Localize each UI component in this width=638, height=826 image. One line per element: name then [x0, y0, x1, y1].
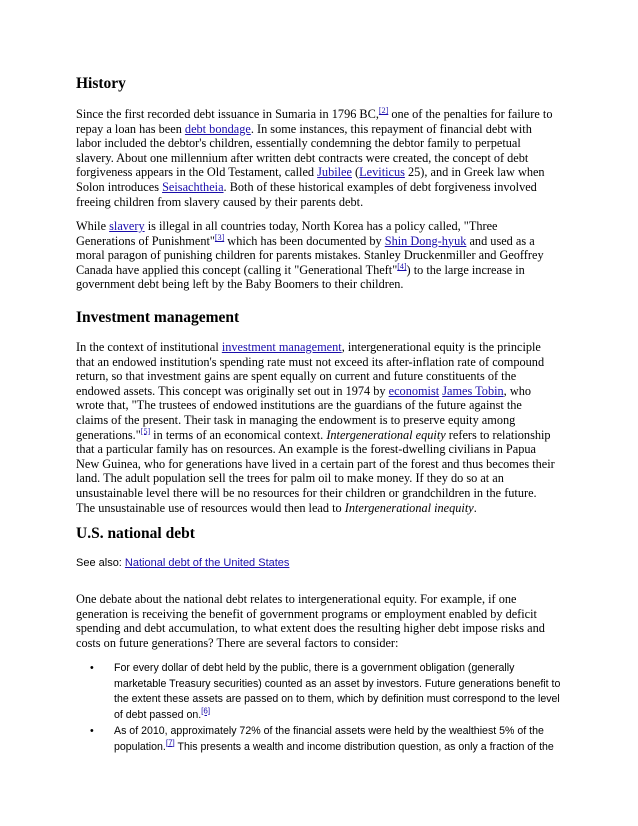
- citation-link-5[interactable]: [5]: [140, 426, 151, 436]
- citation-link-6[interactable]: [6]: [201, 706, 211, 716]
- citation-link-2[interactable]: [2]: [378, 105, 389, 115]
- us-debt-paragraph: One debate about the national debt relates to intergenerational equity. For example, if one generation is receiving the benefit of government programs or employment enabled by deficit spending and debt accumulation, to what extent does the resulting higher debt impose risks and costs on future generations? There are several factors to consider:: [76, 592, 545, 650]
- section-heading-us-national-debt: U.S. national debt: [76, 525, 195, 542]
- link-national-debt-of-the-united-states[interactable]: National debt of the United States: [124, 557, 290, 569]
- link-jubilee[interactable]: Jubilee: [317, 165, 352, 180]
- link-leviticus[interactable]: Leviticus: [359, 165, 405, 180]
- link-shin-dong-hyuk[interactable]: Shin Dong-hyuk: [384, 233, 467, 248]
- list-item: • For every dollar of debt held by the public, there is a government obligation (generally marketable Treasury securities) counted as an asset by investors. Future generations benefit to the extent these assets are passed on to them, which by definition must correspond to the level of debt passed on.[6]: [90, 662, 561, 722]
- link-debt-bondage[interactable]: debt bondage: [184, 121, 251, 136]
- investment-paragraph: In the context of institutional investment management, intergenerational equity is the principle that an endowed institution's spending rate must not exceed its after-inflation rate of compound return, so that investment gains are spent equally on current and future constituents of the endowed assets. This concept was originally set out in 1974 by economist James Tobin, who wrote that, "The trustees of endowed institutions are the guardians of the future against the claims of the present. Their task in managing the endowment is to preserve equity among generations."[5] in terms of an economical context. Intergenerational equity refers to relationship that a particular family has on resources. An example is the forest-dwelling civilians in Papua New Guinea, who for generations have lived in a certain part of the forest and thus becomes their land. The adult population sell the trees for palm oil to make money. If they do so at an unsustainable level there will be no resources for their children or grandchildren in the future. The unsustainable use of resources would then lead to Intergenerational inequity.: [76, 340, 555, 515]
- link-slavery[interactable]: slavery: [109, 219, 145, 233]
- considerations-list: [76, 661, 566, 755]
- history-paragraph-2: While slavery is illegal in all countries today, North Korea has a policy called, "Three Generations of Punishment"[3] which has been documented by Shin Dong-hyuk and used as a moral paragon of punishing children for parents mistakes. Stanley Druckenmiller and Geoffrey Canada have applied this concept (calling it "Generational Theft"[4]) to the large increase in government debt being left by the Baby Boomers to their children.: [76, 219, 544, 292]
- see-also-note: See also: National debt of the United States: [76, 557, 290, 569]
- history-paragraph-1: Since the first recorded debt issuance in Sumaria in 1796 BC,[2] one of the penalties for failure to repay a loan has been debt bondage. In some instances, this repayment of financial debt with labor included the debtor's children, essentially condemning the debtor family to perpetual slavery. About one millennium after written debt contracts were created, the concept of debt forgiveness appears in the Old Testament, called Jubilee (Leviticus 25), and in Greek law when Solon introduces Seisachtheia. Both of these historical examples of debt forgiveness involved freeing children from slavery caused by their parents debt.: [76, 105, 553, 209]
- list-item: • As of 2010, approximately 72% of the financial assets were held by the wealthiest 5% of the population.[7] This presents a wealth and income distribution question, as only a fraction of the: [90, 724, 554, 753]
- link-investment-management[interactable]: investment management: [221, 340, 342, 354]
- link-economist[interactable]: economist: [388, 383, 440, 398]
- bullet-icon: •: [90, 724, 94, 737]
- citation-link-7[interactable]: [7]: [165, 737, 175, 747]
- citation-link-3[interactable]: [3]: [214, 232, 225, 242]
- section-heading-history: History: [76, 75, 126, 92]
- link-seisachtheia[interactable]: Seisachtheia: [162, 179, 224, 194]
- link-james-tobin[interactable]: James Tobin: [442, 383, 504, 398]
- section-heading-investment-management: Investment management: [76, 309, 240, 326]
- citation-link-4[interactable]: [4]: [397, 261, 407, 271]
- bullet-icon: •: [90, 662, 94, 674]
